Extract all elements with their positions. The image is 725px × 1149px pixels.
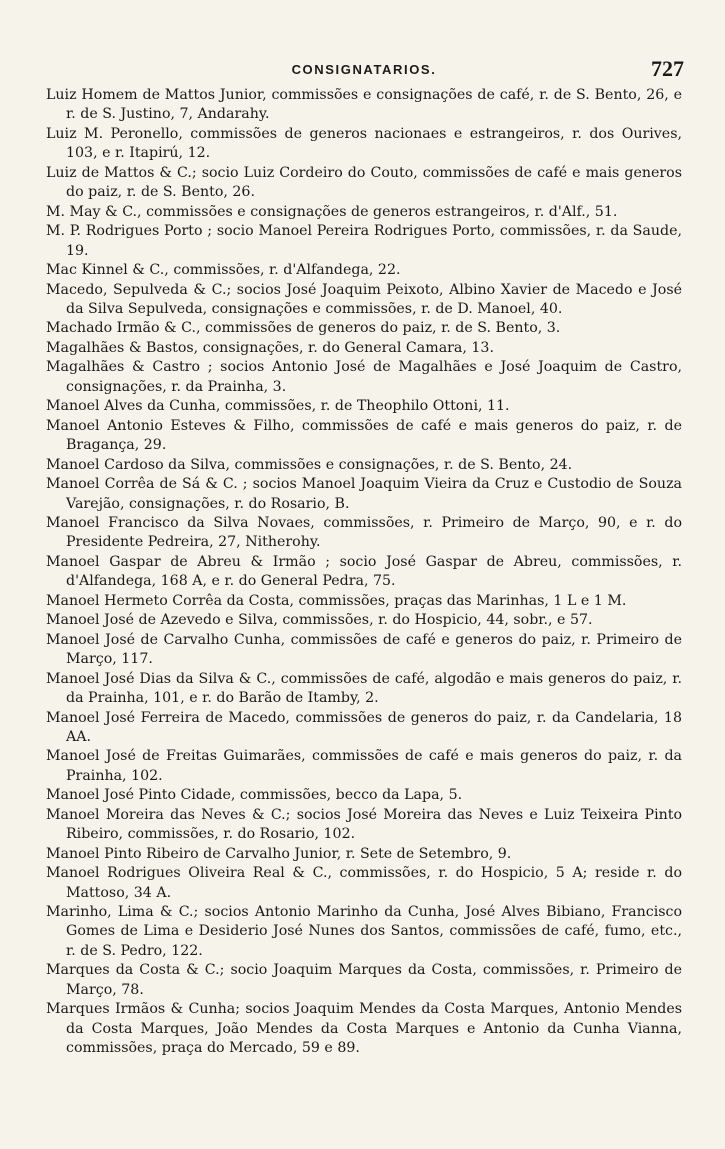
list-item: Manoel José Dias da Silva & C., commissões de café, algodão e mais generos do paiz, r. da Prainha, 101, e r. do Barão de Itamby, 2. xyxy=(46,670,682,707)
list-item: Luiz M. Peronello, commissões de generos nacionaes e estrangeiros, r. dos Ourives, 103, e r. Itapirú, 12. xyxy=(46,125,682,162)
list-item: Manoel Antonio Esteves & Filho, commissões de café e mais generos do paiz, r. de Bragança, 29. xyxy=(46,417,682,454)
list-item: Magalhães & Bastos, consignações, r. do General Camara, 13. xyxy=(46,339,494,356)
list-item: M. P. Rodrigues Porto ; socio Manoel Pereira Rodrigues Porto, commissões, r. da Saude, 19. xyxy=(46,223,682,259)
list-item: M. May & C., commissões e consignações de generos estrangeiros, r. d'Alf., 51. xyxy=(46,203,618,220)
list-item: Luiz de Mattos & C.; socio Luiz Cordeiro do Couto, commissões de café e mais generos do paiz, r. de S. Bento, 26. xyxy=(46,164,682,201)
page-header xyxy=(44,56,684,86)
list-item: Manoel Cardoso da Silva, commissões e consignações, r. de S. Bento, 24. xyxy=(46,456,573,473)
list-item: Manoel Gaspar de Abreu & Irmão ; socio José Gaspar de Abreu, commissões, r. d'Alfandega, 168 A, e r. do General Pedra, 75. xyxy=(46,553,682,590)
list-item: Manoel Francisco da Silva Novaes, commissões, r. Primeiro de Março, 90, e r. do Presidente Pedreira, 27, Nitherohy. xyxy=(46,514,682,551)
list-item: Manoel Alves da Cunha, commissões, r. de Theophilo Ottoni, 11. xyxy=(46,398,510,415)
list-item: Manoel José de Carvalho Cunha, commissões de café e generos do paiz, r. Primeiro de Março, 117. xyxy=(46,631,682,668)
list-item: Manoel Rodrigues Oliveira Real & C., commissões, r. do Hospicio, 5 A; reside r. do Mattoso, 34 A. xyxy=(46,865,682,901)
list-item: Manoel Pinto Ribeiro de Carvalho Junior, r. Sete de Setembro, 9. xyxy=(46,845,512,862)
list-item: Manoel Corrêa de Sá & C. ; socios Manoel Joaquim Vieira da Cruz e Custodio de Souza Varejão, consignações, r. do Rosario, B. xyxy=(46,476,682,512)
list-item: Marques Irmãos & Cunha; socios Joaquim Mendes da Costa Marques, Antonio Mendes da Costa Marques, João Mendes da Costa Marques e Antonio da Cunha Vianna, commissões, praça do Mercado, 59 e 89. xyxy=(46,1001,682,1057)
list-item: Magalhães & Castro ; socios Antonio José de Magalhães e José Joaquim de Castro, consignações, r. da Prainha, 3. xyxy=(46,359,682,395)
list-item: Luiz Homem de Mattos Junior, commissões e consignações de café, r. de S. Bento, 26, e r. de S. Justino, 7, Andarahy. xyxy=(46,87,682,123)
page-number: 727 xyxy=(651,56,684,81)
list-item: Manoel José de Freitas Guimarães, commissões de café e mais generos do paiz, r. da Prainha, 102. xyxy=(46,748,682,784)
list-item: Mac Kinnel & C., commissões, r. d'Alfandega, 22. xyxy=(46,262,401,279)
list-item: Machado Irmão & C., commissões de generos do paiz, r. de S. Bento, 3. xyxy=(46,320,561,337)
list-item: Manoel José de Azevedo e Silva, commissões, r. do Hospicio, 44, sobr., e 57. xyxy=(46,612,593,629)
list-item: Manoel José Pinto Cidade, commissões, becco da Lapa, 5. xyxy=(46,787,463,804)
list-item: Manoel José Ferreira de Macedo, commissões de generos do paiz, r. da Candelaria, 18 AA. xyxy=(46,709,682,745)
running-title: CONSIGNATARIOS. xyxy=(291,62,437,77)
list-item: Manoel Hermeto Corrêa da Costa, commissões, praças das Marinhas, 1 L e 1 M. xyxy=(46,592,627,609)
consignee-list xyxy=(46,86,682,1059)
list-item: Manoel Moreira das Neves & C.; socios José Moreira das Neves e Luiz Teixeira Pinto Ribeiro, commissões, r. do Rosario, 102. xyxy=(46,806,682,843)
list-item: Marques da Costa & C.; socio Joaquim Marques da Costa, commissões, r. Primeiro de Março, 78. xyxy=(46,962,682,998)
list-item: Marinho, Lima & C.; socios Antonio Marinho da Cunha, José Alves Bibiano, Francisco Gomes de Lima e Desiderio José Nunes dos Santos, commissões de café, fumo, etc., r. de S. Pedro, 122. xyxy=(46,904,682,959)
list-item: Macedo, Sepulveda & C.; socios José Joaquim Peixoto, Albino Xavier de Macedo e José da Silva Sepulveda, consignações e commissões, r. de D. Manoel, 40. xyxy=(46,281,682,317)
